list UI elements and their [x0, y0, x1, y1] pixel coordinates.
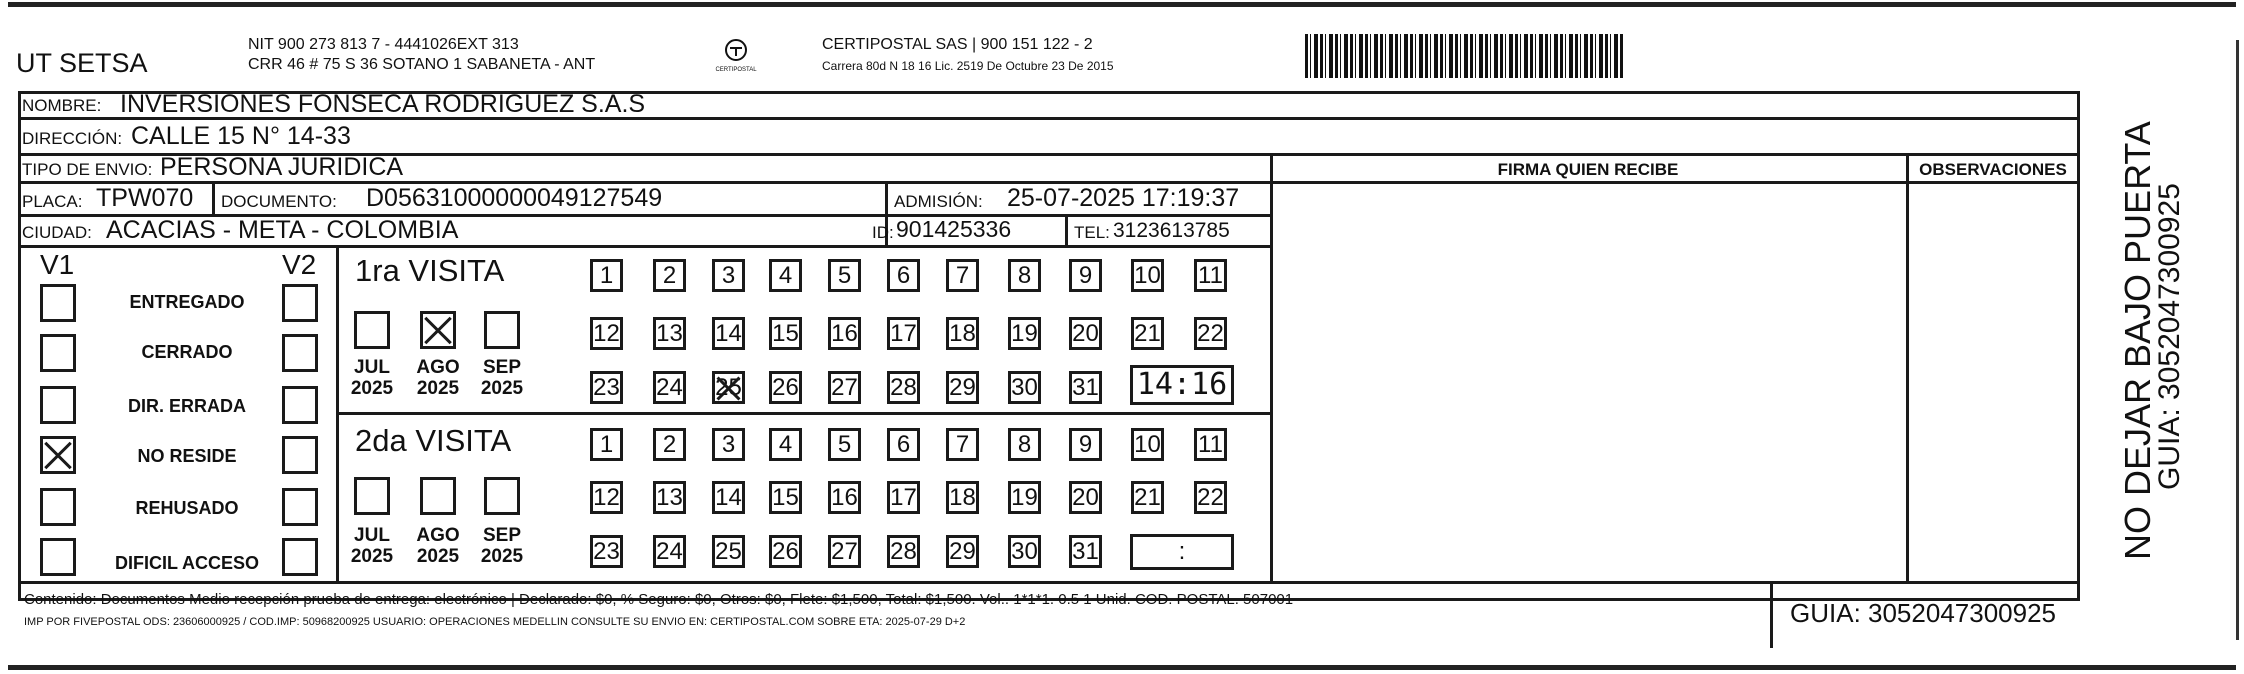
first-visit-day-box[interactable]: 17	[887, 317, 920, 350]
first-visit-day-box[interactable]: 5	[828, 259, 861, 292]
first-visit-day-box[interactable]: 12	[590, 317, 623, 350]
documento-value: D05631000000049127549	[366, 184, 663, 212]
first-visit-day-box[interactable]: 6	[887, 259, 920, 292]
v2-checkbox[interactable]	[282, 334, 318, 372]
first-visit-day-box[interactable]: 20	[1069, 317, 1102, 350]
admision-value: 25-07-2025 17:19:37	[1007, 184, 1240, 212]
direccion-value: CALLE 15 N° 14-33	[131, 122, 351, 150]
tipo-envio-value: PERSONA JURIDICA	[160, 153, 404, 181]
first-visit-day-box[interactable]: 9	[1069, 259, 1102, 292]
placa-label: PLACA:	[22, 192, 83, 211]
first-visit-day-box[interactable]: 2	[653, 259, 686, 292]
v1-checkbox[interactable]	[40, 538, 76, 576]
status-label: DIFICIL ACCESO	[114, 553, 259, 573]
month-checkbox-jul[interactable]	[354, 477, 390, 515]
nit-line: NIT 900 273 813 7 - 4441026EXT 313	[248, 36, 519, 53]
second-visit-day-box[interactable]: 27	[828, 535, 861, 568]
v1-checkbox[interactable]	[40, 284, 76, 322]
footer-imp: IMP POR FIVEPOSTAL ODS: 23606000925 / COD.IMP: 50968200925 USUARIO: OPERACIONES MEDELLIN CONSULTE SU ENVIO EN: CERTIPOSTAL.COM SOBRE ETA: 2025-07-29 D+2	[24, 616, 966, 628]
first-visit-day-box[interactable]: 24	[653, 371, 686, 404]
month-label: SEP 2025	[480, 357, 524, 399]
first-visit-day-box[interactable]: 3	[712, 259, 745, 292]
second-visit-day-box[interactable]: 31	[1069, 535, 1102, 568]
right-edge	[2236, 40, 2239, 640]
first-visit-day-box[interactable]: 8	[1008, 259, 1041, 292]
company-name: UT SETSA	[16, 48, 148, 78]
first-visit-day-box-marked[interactable]: 25	[712, 371, 745, 404]
second-visit-day-box[interactable]: 6	[887, 428, 920, 461]
first-visit-day-box[interactable]: 19	[1008, 317, 1041, 350]
first-visit-day-box[interactable]: 14	[712, 317, 745, 350]
month-checkbox-ago[interactable]	[420, 477, 456, 515]
first-visit-time[interactable]: 14:16	[1130, 365, 1234, 405]
firma-header: FIRMA QUIEN RECIBE	[1497, 160, 1679, 179]
second-visit-day-box[interactable]: 26	[769, 535, 802, 568]
side-guia: GUIA: 3052047300925	[2153, 183, 2186, 490]
row-line	[336, 412, 1270, 415]
col-line	[336, 245, 339, 581]
col-line	[1270, 153, 1273, 581]
first-visit-title: 1ra VISITA	[355, 253, 505, 288]
second-visit-title: 2da VISITA	[355, 423, 512, 458]
second-visit-day-box[interactable]: 12	[590, 481, 623, 514]
first-visit-day-box[interactable]: 1	[590, 259, 623, 292]
second-visit-day-box[interactable]: 15	[769, 481, 802, 514]
id-label: ID:	[872, 223, 894, 242]
ciudad-value: ACACIAS - META - COLOMBIA	[106, 216, 459, 244]
documento-label: DOCUMENTO:	[221, 192, 337, 211]
id-value: 901425336	[896, 216, 1012, 242]
observaciones-header: OBSERVACIONES	[1919, 160, 2067, 179]
first-visit-day-box[interactable]: 18	[946, 317, 979, 350]
second-visit-day-box[interactable]: 8	[1008, 428, 1041, 461]
certipostal-logo-icon	[712, 34, 760, 78]
second-visit-day-box[interactable]: 4	[769, 428, 802, 461]
second-visit-day-box[interactable]: 10	[1131, 428, 1164, 461]
v2-checkbox[interactable]	[282, 488, 318, 526]
v1-checkbox[interactable]	[40, 386, 76, 424]
v2-checkbox[interactable]	[282, 436, 318, 474]
certipostal-line: CERTIPOSTAL SAS | 900 151 122 - 2	[822, 36, 1093, 53]
v2-checkbox[interactable]	[282, 386, 318, 424]
second-visit-day-box[interactable]: 19	[1008, 481, 1041, 514]
first-visit-day-box[interactable]: 15	[769, 317, 802, 350]
status-label: DIR. ERRADA	[127, 396, 246, 416]
ciudad-label: CIUDAD:	[22, 223, 92, 242]
placa-value: TPW070	[96, 184, 194, 212]
first-visit-day-box[interactable]: 23	[590, 371, 623, 404]
logo-text: CERTIPOSTAL	[715, 67, 757, 73]
first-visit-day-box[interactable]: 29	[946, 371, 979, 404]
second-visit-day-box[interactable]: 18	[946, 481, 979, 514]
v2-checkbox[interactable]	[282, 284, 318, 322]
tel-label: TEL:	[1074, 223, 1110, 242]
first-visit-day-box[interactable]: 4	[769, 259, 802, 292]
second-visit-day-box[interactable]: 3	[712, 428, 745, 461]
col-line	[212, 181, 215, 214]
second-visit-day-box[interactable]: 21	[1131, 481, 1164, 514]
second-visit-day-box[interactable]: 24	[653, 535, 686, 568]
v1-checkbox[interactable]	[40, 334, 76, 372]
row-line	[18, 245, 1270, 248]
second-visit-day-box[interactable]: 16	[828, 481, 861, 514]
license-line: Carrera 80d N 18 16 Lic. 2519 De Octubre 23 De 2015	[822, 59, 1114, 73]
footer-content: Contenido: Documentos Medio recepción prueba de entrega: electrónico | Declarado: $0, % Seguro: $0, Otros: $0, Flete: $1,500, Total: $1,500. Vol.. 1*1*1. 0.5 1 Unid. COD. POSTAL. 507001	[24, 591, 1294, 608]
first-visit-day-box[interactable]: 16	[828, 317, 861, 350]
second-visit-day-box[interactable]: 9	[1069, 428, 1102, 461]
v1-checkbox[interactable]	[40, 488, 76, 526]
barcode	[1305, 34, 1625, 78]
first-visit-day-box[interactable]: 30	[1008, 371, 1041, 404]
footer-guia: GUIA: 3052047300925	[1790, 598, 2056, 628]
second-visit-day-box[interactable]: 29	[946, 535, 979, 568]
month-checkbox-sep[interactable]	[484, 477, 520, 515]
v1-checkbox-checked[interactable]	[40, 436, 76, 474]
second-visit-day-box[interactable]: 20	[1069, 481, 1102, 514]
month-label: SEP 2025	[480, 525, 524, 567]
first-visit-day-box[interactable]: 22	[1194, 317, 1227, 350]
second-visit-day-box[interactable]: 5	[828, 428, 861, 461]
second-visit-time[interactable]: :	[1130, 534, 1234, 570]
col-line	[1065, 214, 1068, 245]
first-visit-day-box[interactable]: 27	[828, 371, 861, 404]
second-visit-day-box[interactable]: 11	[1194, 428, 1227, 461]
second-visit-day-box[interactable]: 14	[712, 481, 745, 514]
address-line: CRR 46 # 75 S 36 SOTANO 1 SABANETA - ANT	[248, 56, 596, 73]
admision-label: ADMISIÓN:	[894, 192, 983, 211]
status-label: REHUSADO	[135, 498, 239, 518]
second-visit-day-box[interactable]: 25	[712, 535, 745, 568]
status-label: ENTREGADO	[129, 292, 245, 312]
month-checkbox-sep[interactable]	[484, 311, 520, 349]
v2-checkbox[interactable]	[282, 538, 318, 576]
second-visit-day-box[interactable]: 2	[653, 428, 686, 461]
tipo-envio-label: TIPO DE ENVIO:	[22, 160, 153, 179]
month-label: JUL 2025	[350, 357, 394, 399]
second-visit-day-box[interactable]: 30	[1008, 535, 1041, 568]
first-visit-day-box[interactable]: 7	[946, 259, 979, 292]
second-visit-day-box[interactable]: 22	[1194, 481, 1227, 514]
month-checkbox-ago-checked[interactable]	[420, 311, 456, 349]
v2-label: V2	[282, 249, 317, 280]
col-line	[1770, 581, 1773, 648]
first-visit-day-box[interactable]: 31	[1069, 371, 1102, 404]
month-label: AGO 2025	[416, 357, 460, 399]
first-visit-day-box[interactable]: 26	[769, 371, 802, 404]
first-visit-day-box[interactable]: 13	[653, 317, 686, 350]
first-visit-day-box[interactable]: 10	[1131, 259, 1164, 292]
month-label: AGO 2025	[416, 525, 460, 567]
first-visit-day-box[interactable]: 28	[887, 371, 920, 404]
status-label: CERRADO	[141, 342, 233, 362]
col-line	[1906, 153, 1909, 581]
second-visit-day-box[interactable]: 13	[653, 481, 686, 514]
v1-label: V1	[40, 249, 75, 280]
second-visit-day-box[interactable]: 17	[887, 481, 920, 514]
nombre-label: NOMBRE:	[22, 96, 102, 115]
nombre-value: INVERSIONES FONSECA RODRIGUEZ S.A.S	[120, 90, 646, 118]
status-label: NO RESIDE	[137, 446, 237, 466]
second-visit-day-box[interactable]: 7	[946, 428, 979, 461]
tel-value: 3123613785	[1113, 219, 1230, 242]
month-label: JUL 2025	[350, 525, 394, 567]
second-visit-day-box[interactable]: 1	[590, 428, 623, 461]
second-visit-day-box[interactable]: 23	[590, 535, 623, 568]
side-warning: NO DEJAR BAJO PUERTA	[2117, 121, 2158, 560]
first-visit-day-box[interactable]: 11	[1194, 259, 1227, 292]
first-visit-day-box[interactable]: 21	[1131, 317, 1164, 350]
second-visit-day-box[interactable]: 28	[887, 535, 920, 568]
month-checkbox-jul[interactable]	[354, 311, 390, 349]
direccion-label: DIRECCIÓN:	[22, 129, 123, 148]
